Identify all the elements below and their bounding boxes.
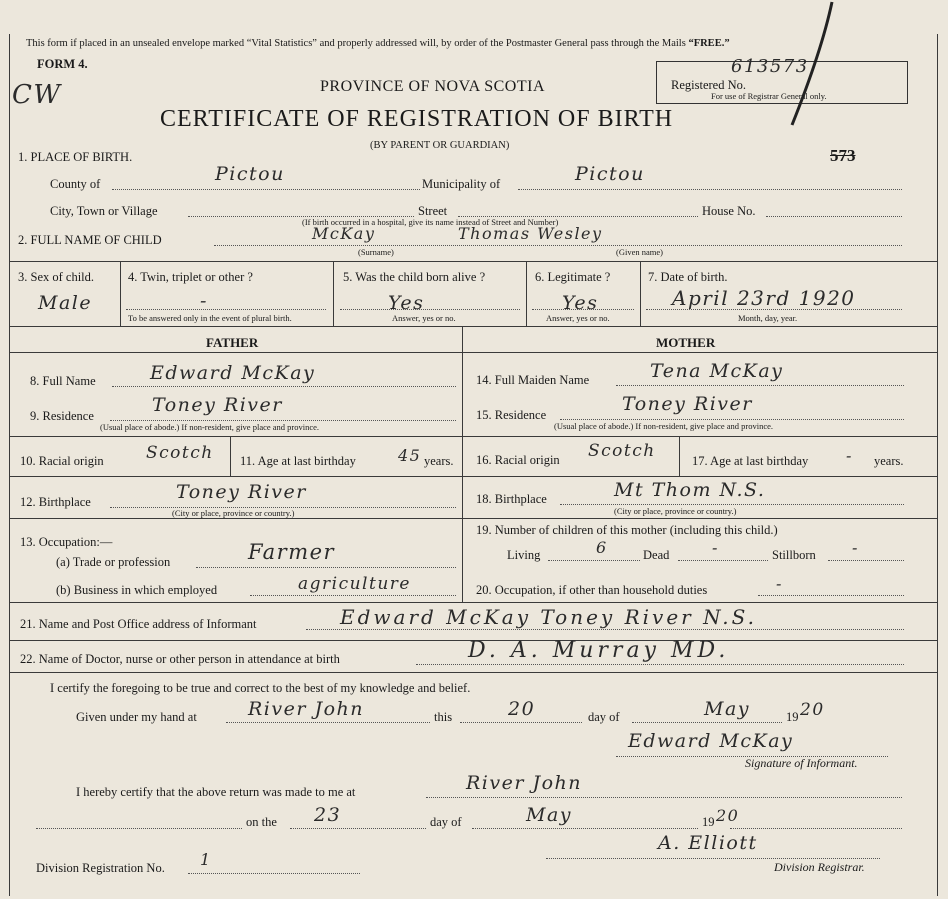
given-place: River John [248,698,365,720]
dead-value: - [712,538,719,557]
trade-label: (a) Trade or profession [56,555,171,569]
father-birthplace-note: (City or place, province or country.) [172,508,295,518]
mother-age-unit: years. [874,454,904,468]
registered-number: 613573 [731,56,809,77]
registrar-signature: A. Elliott [658,832,758,854]
mother-age: - [846,446,853,465]
corner-number: 573 [830,146,856,165]
division-registration-label: Division Registration No. [36,861,165,875]
given-year-prefix: 19 [786,710,799,724]
informant-signature: Edward McKay [628,730,794,752]
city-label: City, Town or Village [50,204,158,218]
business-label: (b) Business in which employed [56,583,218,597]
informant-label: 21. Name and Post Office address of Informant [20,617,257,631]
place-of-birth-heading: 1. PLACE OF BIRTH. [18,150,133,164]
father-name-label: 8. Full Name [30,374,96,388]
father-birthplace-label: 12. Birthplace [20,495,91,509]
house-no-label: House No. [702,204,756,218]
mother-occupation: - [776,574,783,593]
children-label: 19. Number of children of this mother (including this child.) [476,523,778,537]
given-month: May [704,698,751,720]
sex-label: 3. Sex of child. [18,270,95,284]
division-registration-number: 1 [200,850,212,869]
given-day: 20 [508,698,536,720]
legitimate-label: 6. Legitimate ? [535,270,611,284]
certificate-subtitle: (BY PARENT OR GUARDIAN) [370,140,510,151]
father-heading: FATHER [206,335,259,350]
father-racial: Scotch [146,443,214,463]
sex-value: Male [38,292,93,314]
living-label: Living [507,548,541,562]
margin-mark: CW [12,80,62,110]
registrar-day-of-label: day of [430,815,462,829]
twin-label: 4. Twin, triplet or other ? [128,270,253,284]
registrar-signature-caption: Division Registrar. [774,860,865,874]
mother-heading: MOTHER [656,335,716,350]
form-number: FORM 4. [37,57,88,71]
informant-signature-caption: Signature of Informant. [745,756,858,770]
business-value: agriculture [298,574,411,594]
child-surname: McKay [312,224,376,243]
street-label: Street [418,204,448,218]
surname-caption: (Surname) [358,247,394,257]
trade-value: Farmer [248,540,336,564]
dob-value: April 23rd 1920 [672,286,856,310]
legitimate-value: Yes [562,292,599,314]
mother-residence: Toney River [622,393,753,415]
mother-racial-label: 16. Racial origin [476,453,560,467]
county-value: Pictou [215,163,285,185]
municipality-value: Pictou [575,163,645,185]
dob-label: 7. Date of birth. [648,270,728,284]
county-label: County of [50,177,101,191]
right-border [937,34,938,896]
doctor-value: D. A. Murray MD. [468,638,730,663]
legitimate-note: Answer, yes or no. [546,313,610,323]
father-racial-label: 10. Racial origin [20,454,104,468]
father-occupation-label: 13. Occupation:— [20,535,113,549]
registered-label: Registered No. [671,78,746,92]
given-year-suffix: 20 [800,700,825,720]
informant-value: Edward McKay Toney River N.S. [340,605,757,629]
province-heading: PROVINCE OF NOVA SCOTIA [320,78,546,95]
registrar-year-prefix: 19 [702,815,715,829]
father-residence-label: 9. Residence [30,409,94,423]
given-day-of-label: day of [588,710,620,724]
registrar-year-suffix: 20 [716,806,740,825]
given-under-label: Given under my hand at [76,710,197,724]
registered-note: For use of Registrar General only. [711,91,827,101]
certificate-title: CERTIFICATE OF REGISTRATION OF BIRTH [160,106,674,132]
stillborn-label: Stillborn [772,548,816,562]
registrar-day: 23 [314,804,342,826]
this-label: this [434,710,453,724]
given-name-caption: (Given name) [616,247,663,257]
child-name-label: 2. FULL NAME OF CHILD [18,233,162,247]
father-age: 45 [398,446,422,465]
child-given-name: Thomas Wesley [458,224,603,243]
mother-residence-note: (Usual place of abode.) If non-resident, give place and province. [554,421,774,431]
father-name: Edward McKay [150,362,316,384]
stillborn-value: - [852,538,859,557]
mother-name: Tena McKay [650,360,784,382]
twin-note: To be answered only in the event of plural birth. [128,313,292,323]
pen-stroke-mark [780,0,840,130]
alive-value: Yes [388,292,425,314]
mother-occupation-label: 20. Occupation, if other than household duties [476,583,708,597]
mother-birthplace-note: (City or place, province or country.) [614,506,737,516]
left-border [9,34,10,896]
registrar-month: May [526,804,573,826]
father-residence-note: (Usual place of abode.) If non-resident, give place and province. [100,422,320,432]
father-age-label: 11. Age at last birthday [240,454,356,468]
mother-age-label: 17. Age at last birthday [692,454,809,468]
postal-notice: This form if placed in an unsealed envelope marked “Vital Statistics” and properly addressed will, by order of the Postmaster General pass through the Mails “FREE.” [26,38,730,49]
registrar-place: River John [466,772,583,794]
living-value: 6 [596,538,608,557]
father-age-unit: years. [424,454,454,468]
twin-value: - [200,290,208,312]
mother-birthplace: Mt Thom N.S. [614,479,766,501]
municipality-label: Municipality of [422,177,501,191]
mother-racial: Scotch [588,441,656,461]
father-birthplace: Toney River [176,481,307,503]
dob-note: Month, day, year. [738,313,798,323]
father-residence: Toney River [152,394,283,416]
mother-name-label: 14. Full Maiden Name [476,373,590,387]
dead-label: Dead [643,548,670,562]
doctor-label: 22. Name of Doctor, nurse or other person in attendance at birth [20,652,340,666]
mother-residence-label: 15. Residence [476,408,547,422]
mother-birthplace-label: 18. Birthplace [476,492,547,506]
registrar-statement: I hereby certify that the above return was made to me at [76,785,356,799]
alive-note: Answer, yes or no. [392,313,456,323]
on-the-label: on the [246,815,277,829]
alive-label: 5. Was the child born alive ? [343,270,486,284]
certification-statement: I certify the foregoing to be true and correct to the best of my knowledge and belief. [50,681,471,695]
hospital-note: (If birth occurred in a hospital, give its name instead of Street and Number) [302,217,559,227]
